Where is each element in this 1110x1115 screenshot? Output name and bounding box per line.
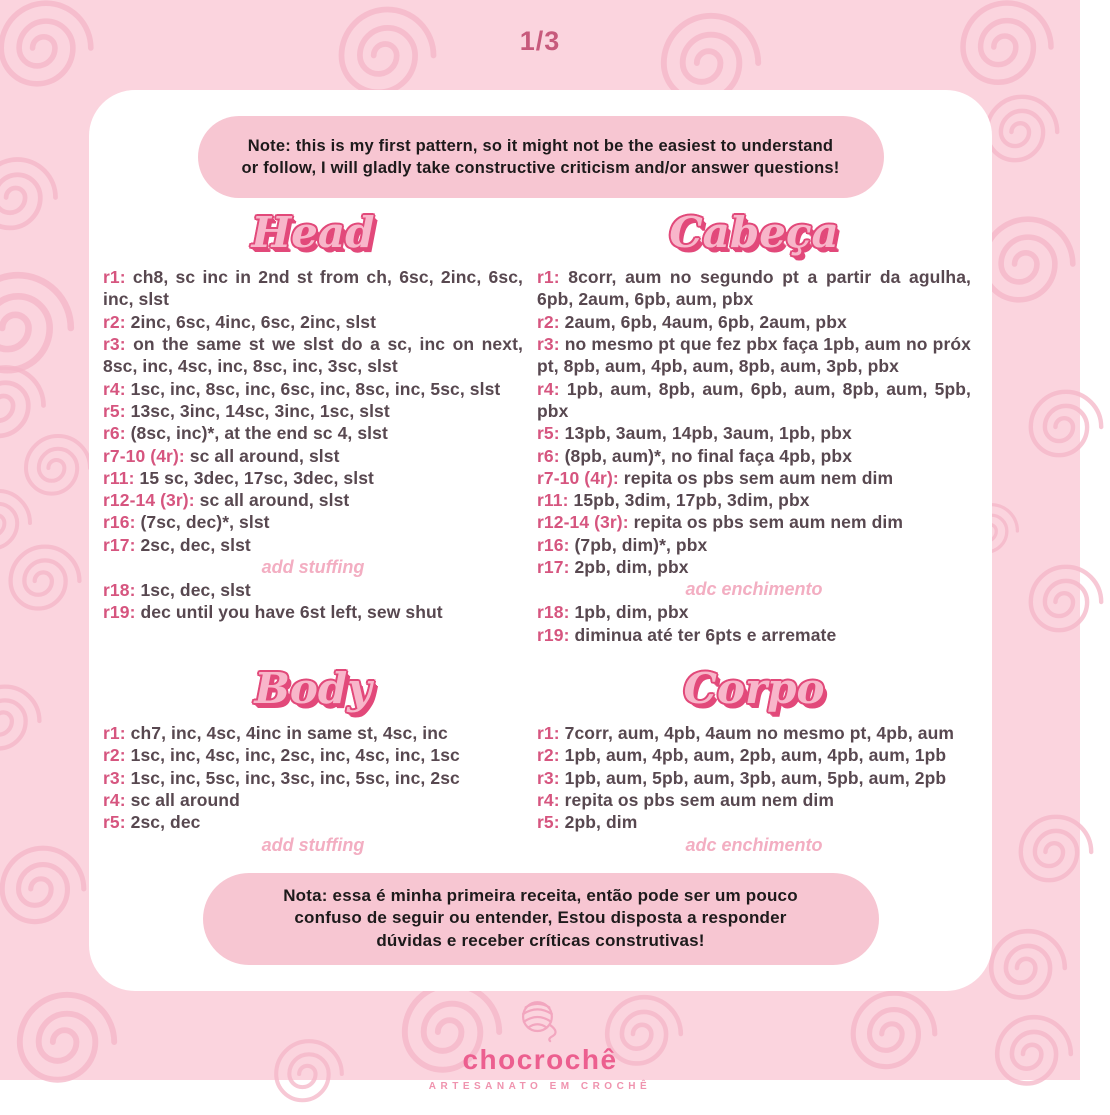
pattern-round: r3: no mesmo pt que fez pbx faça 1pb, aum no próx pt, 8pb, aum, 4pb, aum, 8pb, aum, 3pb, pbx (537, 334, 971, 377)
round-label: r11: (103, 467, 135, 488)
pattern-round: r11: 15pb, 3dim, 17pb, 3dim, pbx (537, 490, 810, 511)
round-label: r16: (537, 534, 570, 555)
top-note-pill (198, 116, 884, 198)
pattern-card (89, 90, 992, 991)
round-label: r7-10 (4r): (537, 467, 619, 488)
brand-footer (0, 998, 1080, 1092)
pattern-round: r1: 8corr, aum no segundo pt a partir da agulha, 6pb, 2aum, 6pb, aum, pbx (537, 267, 971, 310)
section-title-cabeca: Cabeça (669, 208, 839, 257)
round-label: r11: (537, 490, 569, 511)
pattern-round: r19: dec until you have 6st left, sew shut (103, 602, 443, 623)
round-label: r2: (103, 745, 126, 766)
pattern-round: r1: ch7, inc, 4sc, 4inc in same st, 4sc, inc (103, 723, 448, 744)
pattern-round: r3: 1pb, aum, 5pb, aum, 3pb, aum, 5pb, aum, 2pb (537, 767, 947, 788)
pattern-round: r5: 2sc, dec (103, 812, 201, 833)
spiral-icon (18, 428, 98, 508)
pattern-round: r18: 1sc, dec, slst (103, 580, 251, 601)
pattern-round: r2: 2aum, 6pb, 4aum, 6pb, 2aum, pbx (537, 311, 847, 332)
pattern-round: r2: 1sc, inc, 4sc, inc, 2sc, inc, 4sc, inc, 1sc (103, 745, 460, 766)
section-cabeca (537, 206, 971, 646)
round-label: r2: (537, 745, 560, 766)
page-indicator: 1/3 (519, 26, 561, 56)
round-label: r7-10 (4r): (103, 445, 185, 466)
top-note-text: Note: this is my first pattern, so it might not be the easiest to understand or follow, I will gladly take constructive criticism and/or answer questions! (241, 136, 840, 177)
columns-row-2 (89, 662, 992, 857)
round-label: r18: (537, 602, 570, 623)
pattern-round: r17: 2sc, dec, slst (103, 534, 251, 555)
spiral-icon (0, 838, 94, 940)
spiral-icon (0, 262, 84, 394)
rounds-list-corpo (537, 722, 971, 856)
round-label: r19: (537, 624, 570, 645)
round-label: r17: (103, 534, 136, 555)
section-head (103, 206, 523, 646)
columns-row-1 (89, 206, 992, 646)
bottom-note-pill (203, 873, 879, 965)
round-label: r12-14 (3r): (537, 512, 629, 533)
spiral-icon (0, 358, 53, 453)
pattern-round: r7-10 (4r): sc all around, slst (103, 445, 340, 466)
spiral-icon (1022, 383, 1110, 471)
pattern-round: r7-10 (4r): repita os pbs sem aum nem dim (537, 467, 894, 488)
round-label: r3: (103, 334, 126, 355)
spiral-icon (1012, 808, 1100, 896)
pattern-round: r16: (7sc, dec)*, slst (103, 512, 270, 533)
spiral-icon (1022, 558, 1110, 646)
round-label: r4: (103, 378, 126, 399)
spiral-icon (0, 150, 65, 245)
pattern-round: r3: 1sc, inc, 5sc, inc, 3sc, inc, 5sc, inc, 2sc (103, 767, 460, 788)
pattern-round: r5: 2pb, dim (537, 812, 638, 833)
spiral-icon (0, 678, 48, 764)
pattern-round: r4: 1pb, aum, 8pb, aum, 6pb, aum, 8pb, aum, 5pb, pbx (537, 378, 971, 421)
round-label: r5: (537, 812, 560, 833)
pattern-round: r4: sc all around (103, 790, 240, 811)
round-label: r1: (103, 267, 126, 288)
pattern-round: r12-14 (3r): repita os pbs sem aum nem dim (537, 512, 903, 533)
stuffing-note: adc enchimento (685, 579, 823, 600)
round-label: r5: (103, 400, 126, 421)
round-label: r18: (103, 580, 136, 601)
pattern-round: r6: (8sc, inc)*, at the end sc 4, slst (103, 423, 388, 444)
round-label: r5: (537, 423, 560, 444)
pattern-round: r17: 2pb, dim, pbx (537, 557, 689, 578)
pattern-round: r1: ch8, sc inc in 2nd st from ch, 6sc, 2inc, 6sc, inc, slst (103, 267, 523, 310)
round-label: r12-14 (3r): (103, 490, 195, 511)
round-label: r4: (537, 378, 560, 399)
round-label: r3: (537, 334, 560, 355)
round-label: r17: (537, 557, 570, 578)
pattern-round: r11: 15 sc, 3dec, 17sc, 3dec, slst (103, 467, 374, 488)
pattern-round: r16: (7pb, dim)*, pbx (537, 534, 708, 555)
round-label: r1: (537, 267, 560, 288)
pattern-round: r4: 1sc, inc, 8sc, inc, 6sc, inc, 8sc, inc, 5sc, slst (103, 378, 501, 399)
spiral-icon (2, 538, 88, 624)
round-label: r6: (537, 445, 560, 466)
rounds-list-head (103, 266, 523, 623)
pattern-round: r5: 13sc, 3inc, 14sc, 3inc, 1sc, slst (103, 400, 390, 421)
pattern-round: r2: 2inc, 6sc, 4inc, 6sc, 2inc, slst (103, 311, 377, 332)
section-body (103, 662, 523, 857)
rounds-list-cabeca (537, 266, 971, 646)
pattern-round: r12-14 (3r): sc all around, slst (103, 490, 350, 511)
round-label: r4: (537, 790, 560, 811)
pattern-round: r19: diminua até ter 6pts e arremate (537, 624, 837, 645)
stuffing-note: add stuffing (261, 834, 365, 855)
section-title-body: Body (254, 663, 372, 713)
yarn-ball-icon (514, 998, 566, 1042)
stuffing-note: add stuffing (261, 557, 365, 578)
brand-tagline: ARTESANATO EM CROCHÊ (428, 1081, 652, 1092)
round-label: r6: (103, 423, 126, 444)
section-corpo (537, 662, 971, 857)
pattern-round: r18: 1pb, dim, pbx (537, 602, 689, 623)
round-label: r3: (537, 767, 560, 788)
pattern-round: r3: on the same st we slst do a sc, inc on next, 8sc, inc, 4sc, inc, 8sc, inc, 3sc, slst (103, 334, 523, 377)
round-label: r4: (103, 790, 126, 811)
pattern-round: r5: 13pb, 3aum, 14pb, 3aum, 1pb, pbx (537, 423, 852, 444)
stuffing-note: adc enchimento (685, 834, 823, 855)
round-label: r19: (103, 602, 136, 623)
rounds-list-body (103, 722, 523, 856)
pattern-round: r4: repita os pbs sem aum nem dim (537, 790, 834, 811)
pattern-round: r6: (8pb, aum)*, no final faça 4pb, pbx (537, 445, 853, 466)
section-title-head: Head (251, 208, 375, 257)
spiral-icon (0, 483, 38, 563)
round-label: r3: (103, 767, 126, 788)
round-label: r2: (537, 311, 560, 332)
pattern-round: r2: 1pb, aum, 4pb, aum, 2pb, aum, 4pb, aum, 1pb (537, 745, 947, 766)
round-label: r1: (103, 723, 126, 744)
bottom-note-text: Nota: essa é minha primeira receita, então pode ser um pouco confuso de seguir ou entender, Estou disposta a responder dúvidas e receber críticas construtivas! (283, 885, 798, 950)
round-label: r5: (103, 812, 126, 833)
round-label: r2: (103, 311, 126, 332)
section-title-corpo: Corpo (683, 663, 825, 713)
pattern-round: r1: 7corr, aum, 4pb, 4aum no mesmo pt, 4pb, aum (537, 723, 955, 744)
round-label: r1: (537, 723, 560, 744)
round-label: r16: (103, 512, 136, 533)
brand-name: chocrochê (462, 1044, 618, 1075)
